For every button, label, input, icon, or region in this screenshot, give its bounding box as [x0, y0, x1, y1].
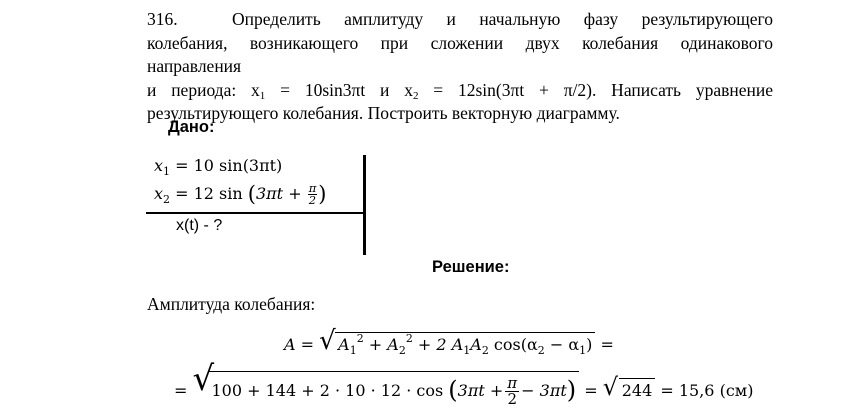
amplitude-calculation: = √ 100 + 144 + 2 · 10 · 12 · cos (3πt + $\frac{\pi}{2}$ − 3πt) = √ 244 = 15,6 (см)	[174, 359, 754, 408]
calc-fraction: $\frac{\pi}{2}$	[507, 374, 518, 408]
problem-number: 316.	[147, 9, 178, 29]
sqrt-radical: √ $A_1^2 + A_2^2 + 2$ $A_1A_2$ $\cos(\alpha_2 - \alpha_1)$ =	[319, 326, 614, 357]
given-equation-1: $x_1 = 10$ sin(3πt)	[154, 156, 283, 178]
problem-line-4: и периода: $x_1 = 10\sin 3\pi t$ и $x_2 = 12\sin(3\pi t + \pi/2)$. Написать уравнение	[147, 79, 773, 102]
given-divider-vertical	[363, 155, 366, 255]
given-fraction: $\frac{\pi}{2}$	[308, 181, 317, 207]
sqrt-244: √ 244	[603, 378, 656, 400]
problem-line-2: колебания, возникающего при сложении двух колебания одинакового	[147, 32, 773, 53]
solution-title: Решение:	[432, 258, 510, 276]
given-title: Дано:	[168, 118, 215, 136]
given-equation-2: $x_2 = 12$ sin (3πt + $\frac{\pi}{2}$ )	[154, 181, 327, 207]
sqrt-radical-calc: √ 100 + 144 + 2 · 10 · 12 · cos (3πt + $\frac{\pi}{2}$ − 3πt)	[193, 371, 580, 407]
amplitude-label: Амплитуда колебания:	[147, 294, 316, 314]
given-divider-horizontal	[146, 212, 364, 214]
find-unknown: x(t) - ?	[176, 217, 223, 234]
problem-line-5: результирующего колебания. Построить векторную диаграмму.	[147, 103, 620, 123]
problem-line-1: 316. Определить амплитуду и начальную фазу результирующего	[147, 8, 773, 32]
problem-line-3: направления	[147, 56, 242, 76]
given-table	[146, 152, 362, 256]
amplitude-formula: A = √ $A_1^2 + A_2^2 + 2$ $A_1A_2$ $\cos(\alpha_2 - \alpha_1)$ =	[284, 326, 614, 357]
problem-statement	[147, 8, 773, 126]
